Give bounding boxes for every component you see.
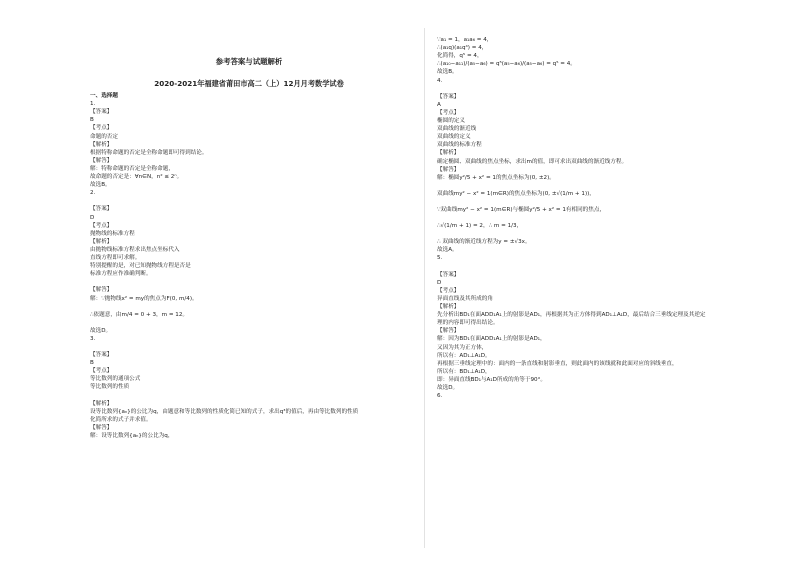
right-text-line: 先分析出BD₁在面ADD₁A₁上的射影是AD₁，再根据其为正方体得到AD₁⊥A₁D，最后结合三垂线定理及其逆定 — [437, 312, 706, 319]
right-text-line — [437, 263, 757, 271]
right-text-line: 【解答】 — [437, 166, 460, 173]
left-text-line: B — [90, 117, 94, 124]
left-text-line: 特别提醒的是，对已知抛物线方程是否是 — [90, 263, 191, 270]
right-text-line — [437, 85, 757, 93]
left-text-line: 由抛物线标准方程求出焦点坐标代入 — [90, 246, 180, 253]
left-text-line: D — [90, 214, 95, 221]
left-text-line: 故命题的否定是：∀n∈N，n² ≤ 2ⁿ。 — [90, 174, 183, 181]
left-text-line: 3. — [90, 335, 96, 342]
left-text-line — [90, 343, 408, 351]
right-text-line: D — [437, 279, 442, 286]
right-text-line: 椭圆的定义 — [437, 117, 465, 124]
section-heading: 一、选择题 — [90, 93, 118, 99]
exam-title: 2020-2021年福建省莆田市高二（上）12月月考数学试卷 — [154, 79, 344, 88]
left-text-line: 解：∵抛物线x² = my的焦点为F(0, m/4)。 — [90, 295, 198, 302]
left-text-line — [90, 197, 408, 205]
right-text-line: ∴(a₁₀−a₁₁)/(a₅−a₆) = q⁵(a₅−a₆)/(a₅−a₆) = q⁵ = 4。 — [437, 61, 576, 68]
right-text-line: 6. — [437, 393, 443, 400]
left-text-lines — [90, 100, 408, 440]
left-text-line: B — [90, 360, 94, 367]
left-text-line — [90, 319, 408, 327]
left-text-line — [90, 278, 408, 286]
right-text-line — [437, 182, 757, 190]
left-text-line: 故选B。 — [90, 182, 111, 189]
left-text-line: 标准方程应作准确判断。 — [90, 271, 152, 278]
left-text-line: 设等比数列{aₙ}的公比为q，由题意和等比数列的性质化简已知的式子，求出q³的值后，再由等比数列的性质 — [90, 408, 359, 415]
right-text-line: A — [437, 101, 441, 108]
right-text-line: 故选B。 — [437, 69, 458, 76]
right-text-line: 解：椭圆y²/5 + x² = 1的焦点坐标为(0, ±2)。 — [437, 174, 555, 181]
right-text-line — [437, 230, 757, 238]
right-text-line: 【答案】 — [437, 93, 460, 100]
left-text-line: 【解答】 — [90, 157, 113, 164]
left-text-line: 1. — [90, 101, 96, 108]
right-text-line: 【答案】 — [437, 271, 460, 278]
right-text-line: ∵双曲线my² − x² = 1(m∈R)与椭圆y²/5 + x² = 1有相同的焦点， — [437, 206, 606, 213]
left-text-line: 抛物线的标准方程 — [90, 230, 135, 237]
left-text-line: 解：设等比数列{aₙ}的公比为q， — [90, 432, 174, 439]
left-text-line: 2. — [90, 190, 96, 197]
right-text-line: 所以有：AD₁⊥A₁D。 — [437, 352, 491, 359]
left-text-line — [90, 392, 408, 400]
right-text-line: 【考点】 — [437, 109, 460, 116]
left-text-line: 等比数列的性质 — [90, 384, 130, 391]
left-text-line — [90, 303, 408, 311]
right-text-line: 故选A。 — [437, 247, 458, 254]
left-text-line: 解：特称命题的否定是全称命题， — [90, 165, 174, 172]
right-text-line: ∴ 双曲线的渐近线方程为y = ±√3x。 — [437, 239, 531, 246]
left-text-line: 【解答】 — [90, 424, 113, 431]
left-text-line: 【考点】 — [90, 368, 113, 375]
left-column — [90, 92, 408, 440]
left-text-line: 【答案】 — [90, 206, 113, 213]
left-text-line: 直线方程即可求解。 — [90, 255, 141, 262]
right-text-line: 双曲线my² − x² = 1(m∈R)的焦点坐标为(0, ±√(1/m + 1))， — [437, 190, 595, 197]
right-text-line: 5. — [437, 255, 443, 262]
left-text-line: 【解析】 — [90, 141, 113, 148]
right-text-line: 故选D。 — [437, 385, 459, 392]
left-text-line: 【考点】 — [90, 222, 113, 229]
right-text-line: 【考点】 — [437, 287, 460, 294]
column-divider — [424, 28, 425, 548]
right-text-line: 确定椭圆、双曲线的焦点坐标，求出m的值，即可求出双曲线的渐近线方程。 — [437, 158, 628, 165]
right-text-line: 解：因为BD₁在面ADD₁A₁上的射影是AD₁， — [437, 336, 546, 343]
left-text-line: 【考点】 — [90, 125, 113, 132]
right-text-line: ∵a₁ = 1，a₁a₆ = 4， — [437, 37, 493, 43]
right-text-line: 又因为其为正方体， — [437, 344, 488, 351]
left-text-line: 【答案】 — [90, 351, 113, 358]
right-text-line: 双曲线的渐近线 — [437, 126, 477, 133]
right-text-line: ∴(a₁q)(a₁q⁴) = 4， — [437, 45, 488, 52]
left-text-line: ∴依题意，由m/4 = 0 + 3，m = 12。 — [90, 311, 189, 318]
right-text-line: 【解答】 — [437, 328, 460, 335]
right-text-line: 即：异面直线BD₁与A₁D所成的角等于90°。 — [437, 376, 546, 383]
left-text-line: 等比数列的通项公式 — [90, 376, 141, 383]
left-text-line: 化简所求的式子并求值。 — [90, 416, 152, 423]
document-title: 参考答案与试题解析 — [215, 57, 283, 66]
right-text-line: 双曲线的定义 — [437, 134, 471, 141]
left-text-line: 【答案】 — [90, 109, 113, 116]
right-text-line: 再根据三垂线定理中的：面内的一条直线和射影垂直，则此面内的该线就和此面对应的斜线垂直， — [437, 360, 678, 367]
right-text-line — [437, 214, 757, 222]
right-text-line: 异面直线及其所成的角 — [437, 295, 493, 302]
right-text-line: 4. — [437, 77, 443, 84]
left-text-line: 【解析】 — [90, 238, 113, 245]
left-text-line: 【解析】 — [90, 400, 113, 407]
right-text-line: 双曲线的标准方程 — [437, 142, 482, 149]
right-text-line: 理的内容即可得出结论。 — [437, 320, 499, 327]
left-text-line: 故选D。 — [90, 327, 112, 334]
left-text-line: 【解答】 — [90, 287, 113, 294]
right-text-line: 【解析】 — [437, 150, 460, 157]
right-text-line: 所以有：BD₁⊥A₁D， — [437, 368, 491, 375]
right-text-line: 化简得，q⁵ = 4， — [437, 53, 483, 60]
right-text-lines — [437, 36, 757, 400]
left-text-line: 根据特称命题的否定是全称命题即可得到结论。 — [90, 149, 208, 156]
left-text-line: 命题的否定 — [90, 133, 118, 140]
right-text-line: 【解析】 — [437, 303, 460, 310]
right-text-line — [437, 198, 757, 206]
right-column — [437, 36, 757, 400]
right-text-line: ∴√(1/m + 1) = 2，∴ m = 1/3， — [437, 223, 523, 230]
